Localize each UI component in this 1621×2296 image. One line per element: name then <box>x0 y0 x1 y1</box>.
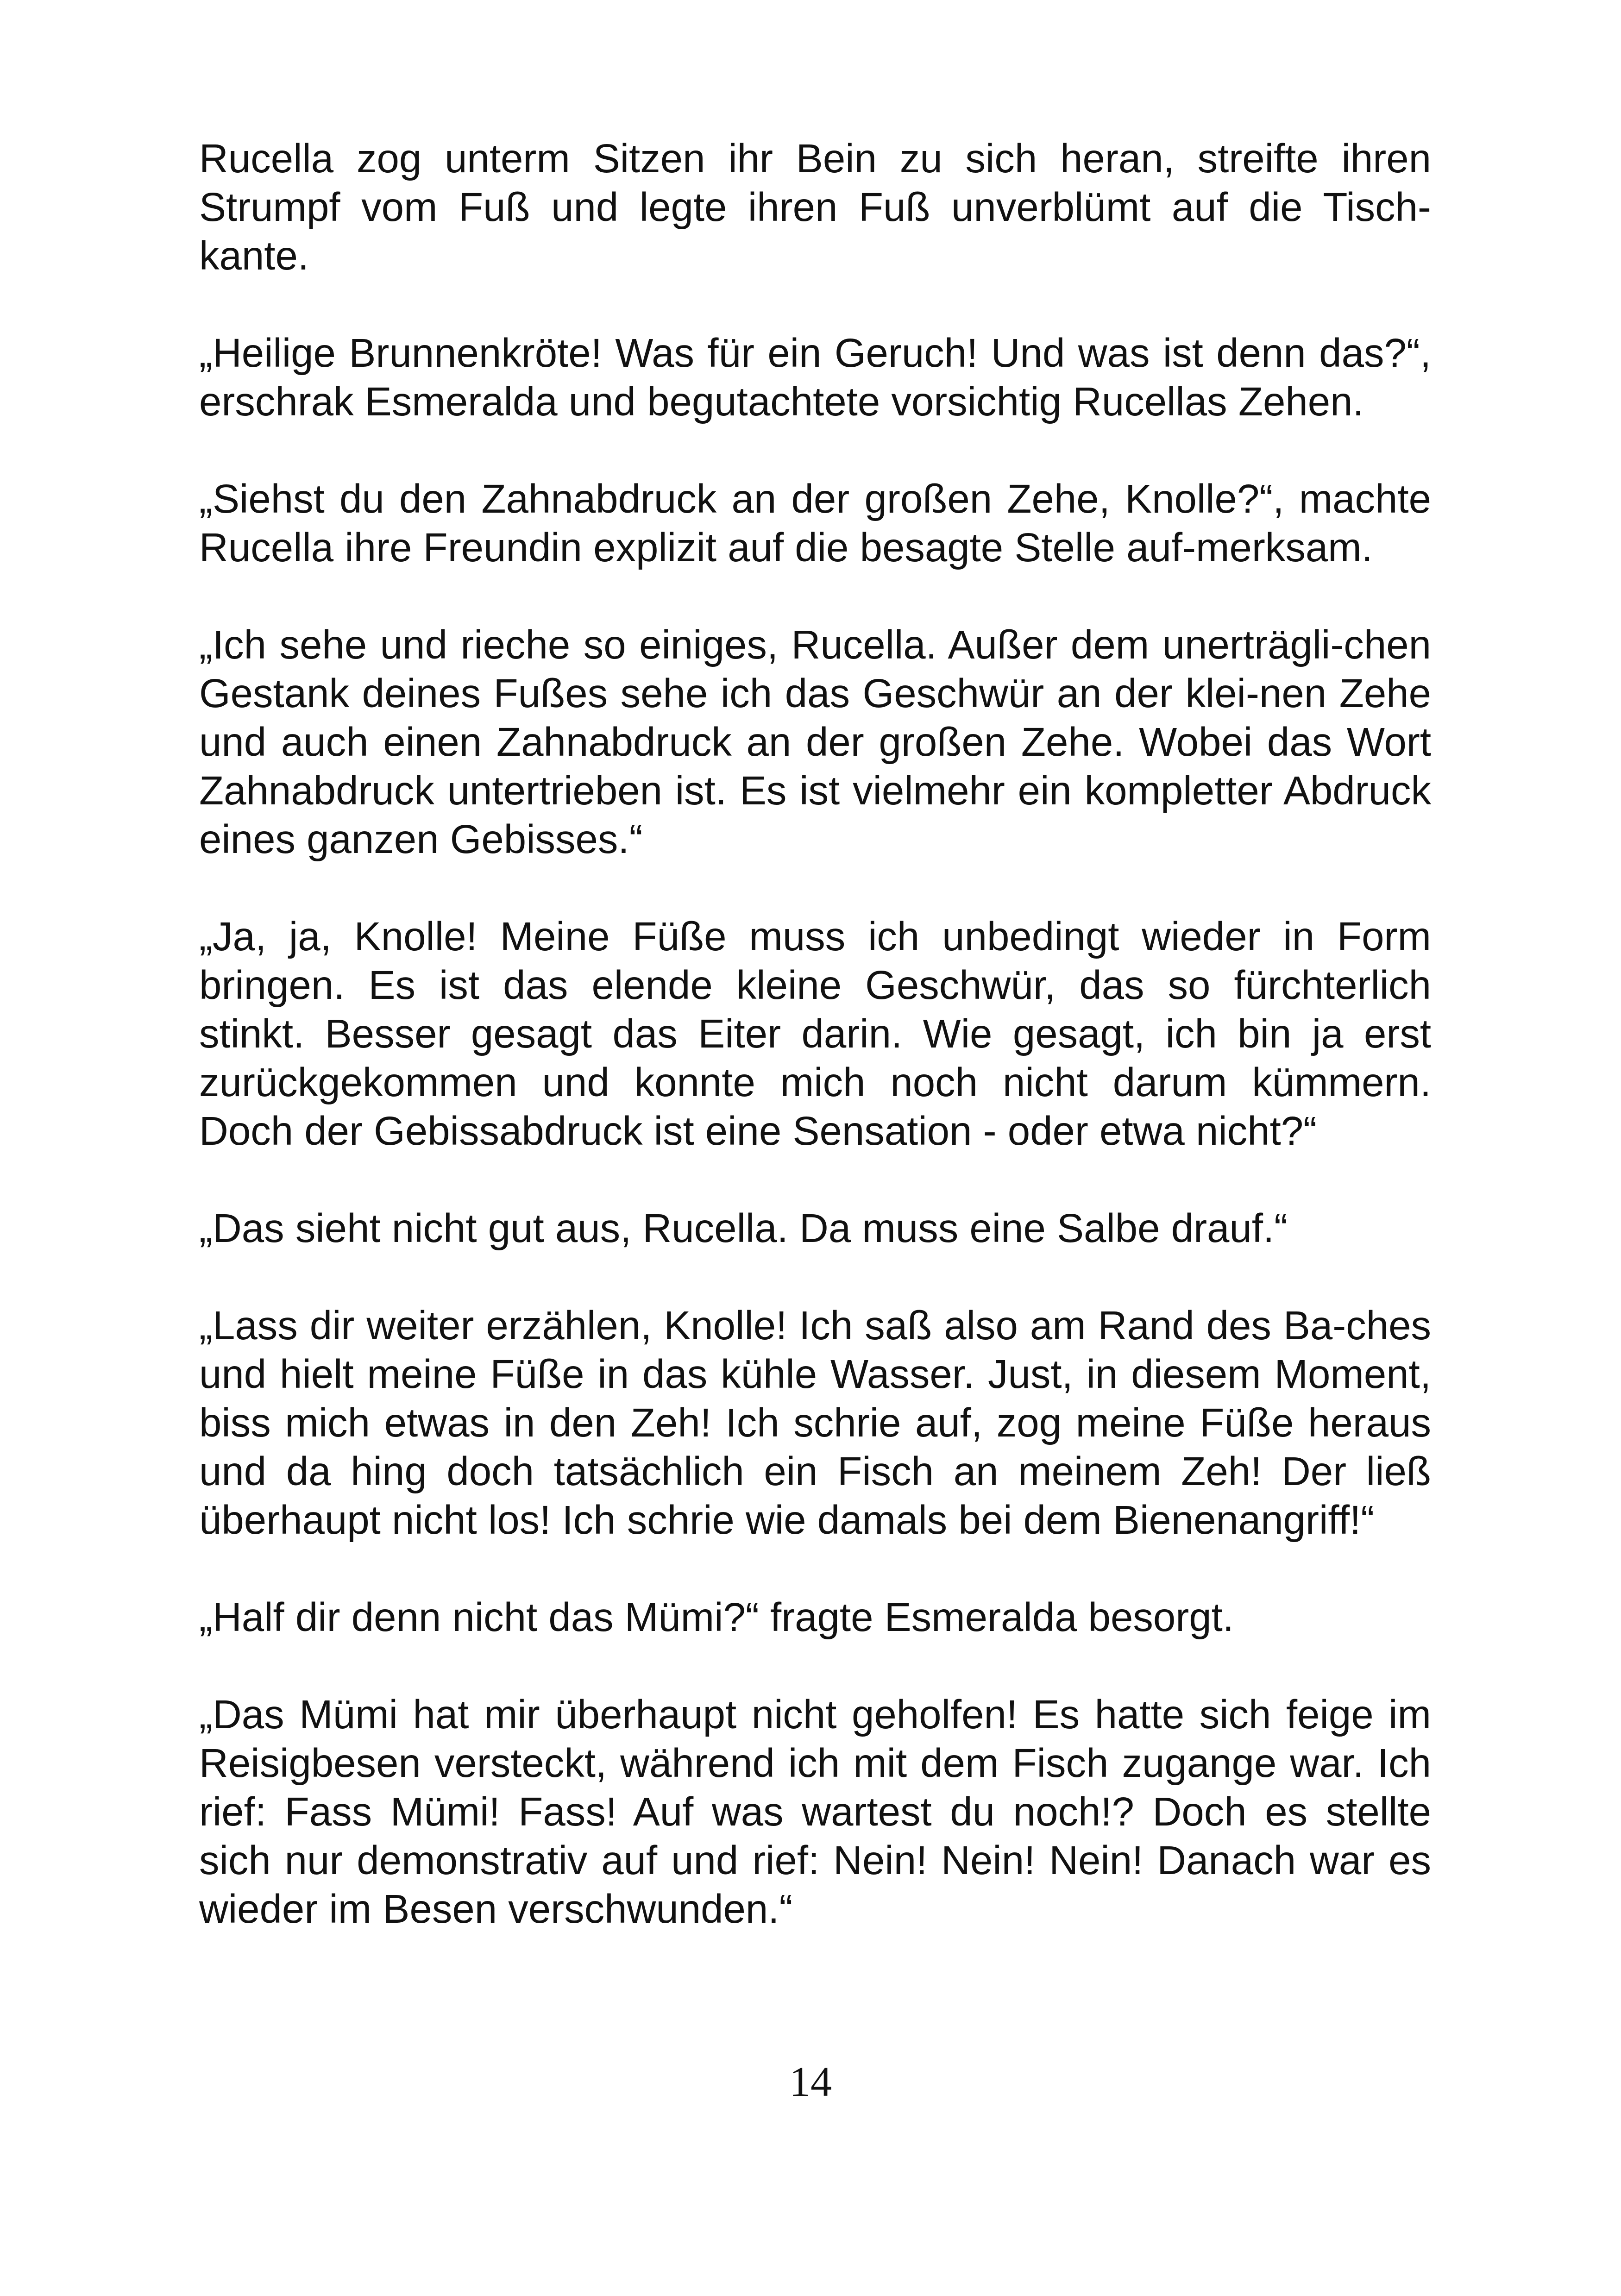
paragraph: „Ich sehe und rieche so einiges, Rucella. Außer dem unerträgli-chen Gestank deines Fußes sehe ich das Geschwür an der klei-nen Zehe und auch einen Zahnabdruck an der großen Zehe. Wobei das Wort Zahnabdruck untertrieben ist. Es ist vielmehr ein kompletter Abdruck eines ganzen Gebisses.“ <box>199 622 1431 862</box>
body-text <box>199 134 1431 1982</box>
paragraph: „Half dir denn nicht das Mümi?“ fragte Esmeralda besorgt. <box>199 1595 1234 1640</box>
paragraph: „Ja, ja, Knolle! Meine Füße muss ich unbedingt wieder in Form bringen. Es ist das elende kleine Geschwür, das so fürchterlich stinkt. Besser gesagt das Eiter darin. Wie gesagt, ich bin ja erst zurückgekommen und konnte mich noch nicht darum kümmern. Doch der Gebissabdruck ist eine Sensation - oder etwa nicht?“ <box>199 914 1431 1154</box>
paragraph: „Siehst du den Zahnabdruck an der großen Zehe, Knolle?“, machte Rucella ihre Freundin explizit auf die besagte Stelle auf-merksam. <box>199 477 1431 570</box>
paragraph: „Lass dir weiter erzählen, Knolle! Ich saß also am Rand des Ba-ches und hielt meine Füße in das kühle Wasser. Just, in diesem Moment, biss mich etwas in den Zeh! Ich schrie auf, zog meine Füße heraus und da hing doch tatsächlich ein Fisch an meinem Zeh! Der ließ überhaupt nicht los! Ich schrie wie damals bei dem Bienenangriff!“ <box>199 1303 1431 1543</box>
paragraph: „Das Mümi hat mir überhaupt nicht geholfen! Es hatte sich feige im Reisigbesen versteckt, während ich mit dem Fisch zugange war. Ich rief: Fass Mümi! Fass! Auf was wartest du noch!? Doch es stellte sich nur demonstrativ auf und rief: Nein! Nein! Nein! Danach war es wieder im Besen verschwunden.“ <box>199 1692 1431 1932</box>
page-number: 14 <box>789 2058 832 2105</box>
paragraph: „Das sieht nicht gut aus, Rucella. Da muss eine Salbe drauf.“ <box>199 1206 1288 1251</box>
paragraph: „Heilige Brunnenkröte! Was für ein Geruch! Und was ist denn das?“, erschrak Esmeralda und begutachtete vorsichtig Rucellas Zehen. <box>199 331 1431 424</box>
paragraph: Rucella zog unterm Sitzen ihr Bein zu sich heran, streifte ihren Strumpf vom Fuß und legte ihren Fuß unverblümt auf die Tisch-kante. <box>199 136 1431 278</box>
